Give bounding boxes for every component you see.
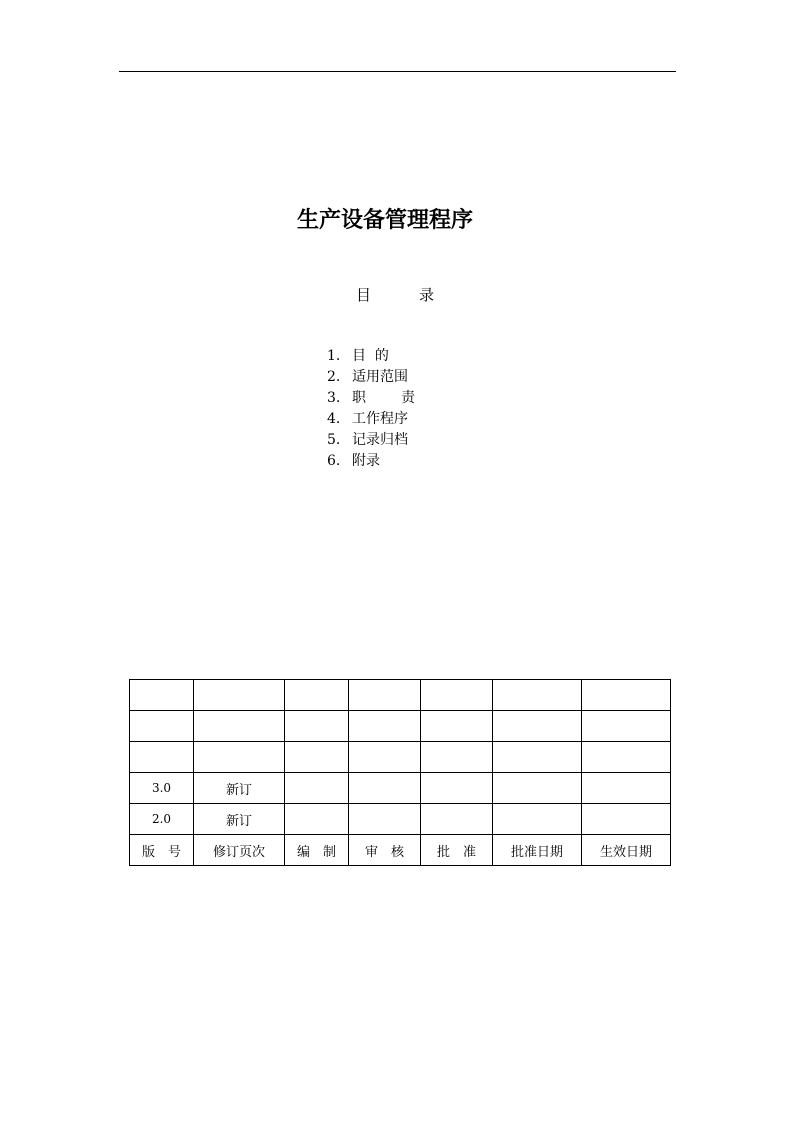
document-title: 生产设备管理程序 — [296, 207, 473, 233]
table-cell — [130, 711, 194, 742]
table-header-row — [130, 835, 671, 866]
version-cell: 2.0 — [130, 804, 194, 835]
table-cell — [349, 804, 421, 835]
table-cell — [421, 680, 493, 711]
header-revised-pages: 修订页次 — [194, 835, 285, 866]
toc-label-char-2: 责 — [401, 390, 415, 406]
toc-heading-char-1: 目 — [356, 286, 372, 304]
table-cell — [493, 742, 582, 773]
toc-number: 5. — [327, 432, 341, 448]
toc-heading-char-2: 录 — [419, 286, 435, 304]
toc-number: 1. — [327, 348, 341, 364]
revised-pages-cell: 新订 — [194, 804, 285, 835]
header-prepared-by: 编 制 — [285, 835, 349, 866]
toc-number: 3. — [327, 390, 341, 406]
toc-heading — [356, 284, 434, 305]
table-cell — [130, 680, 194, 711]
table-cell — [493, 804, 582, 835]
revised-pages-cell: 新订 — [194, 773, 285, 804]
version-cell: 3.0 — [130, 773, 194, 804]
toc-item-procedure — [327, 409, 415, 430]
toc-item-purpose — [327, 346, 415, 367]
table-cell — [582, 804, 671, 835]
toc-label: 附录 — [352, 453, 380, 469]
toc-label: 适用范围 — [352, 369, 408, 385]
table-cell — [421, 773, 493, 804]
table-cell — [582, 711, 671, 742]
table-cell — [285, 804, 349, 835]
toc-list — [327, 346, 415, 472]
table-cell — [493, 711, 582, 742]
table-cell — [582, 742, 671, 773]
toc-number: 2. — [327, 369, 341, 385]
toc-label: 记录归档 — [352, 432, 408, 448]
header-approved-by: 批 准 — [421, 835, 493, 866]
toc-label — [352, 388, 415, 409]
table-cell — [285, 711, 349, 742]
header-effective-date: 生效日期 — [582, 835, 671, 866]
header-approval-date: 批准日期 — [493, 835, 582, 866]
table-cell — [285, 680, 349, 711]
table-cell — [130, 742, 194, 773]
table-cell — [493, 773, 582, 804]
table-row — [130, 711, 671, 742]
toc-number: 6. — [327, 453, 341, 469]
toc-label-char-1: 职 — [352, 390, 366, 406]
revision-table — [129, 679, 671, 866]
toc-label: 工作程序 — [352, 411, 408, 427]
table-row — [130, 680, 671, 711]
table-cell — [421, 804, 493, 835]
table-cell — [194, 711, 285, 742]
table-cell — [582, 680, 671, 711]
toc-item-appendix — [327, 451, 415, 472]
table-cell — [194, 680, 285, 711]
table-cell — [285, 742, 349, 773]
table-row — [130, 804, 671, 835]
table-cell — [421, 742, 493, 773]
toc-item-responsibilities — [327, 388, 415, 409]
table-cell — [349, 711, 421, 742]
toc-number: 4. — [327, 411, 341, 427]
header-rule — [119, 71, 676, 72]
table-row — [130, 742, 671, 773]
toc-label: 目 的 — [352, 348, 389, 364]
table-cell — [493, 680, 582, 711]
table-cell — [285, 773, 349, 804]
table-cell — [421, 711, 493, 742]
table-cell — [349, 742, 421, 773]
table-cell — [349, 680, 421, 711]
table-cell — [194, 742, 285, 773]
table-cell — [582, 773, 671, 804]
toc-item-scope — [327, 367, 415, 388]
table-row — [130, 773, 671, 804]
header-reviewed-by: 审 核 — [349, 835, 421, 866]
header-version: 版 号 — [130, 835, 194, 866]
table-cell — [349, 773, 421, 804]
toc-item-records — [327, 430, 415, 451]
